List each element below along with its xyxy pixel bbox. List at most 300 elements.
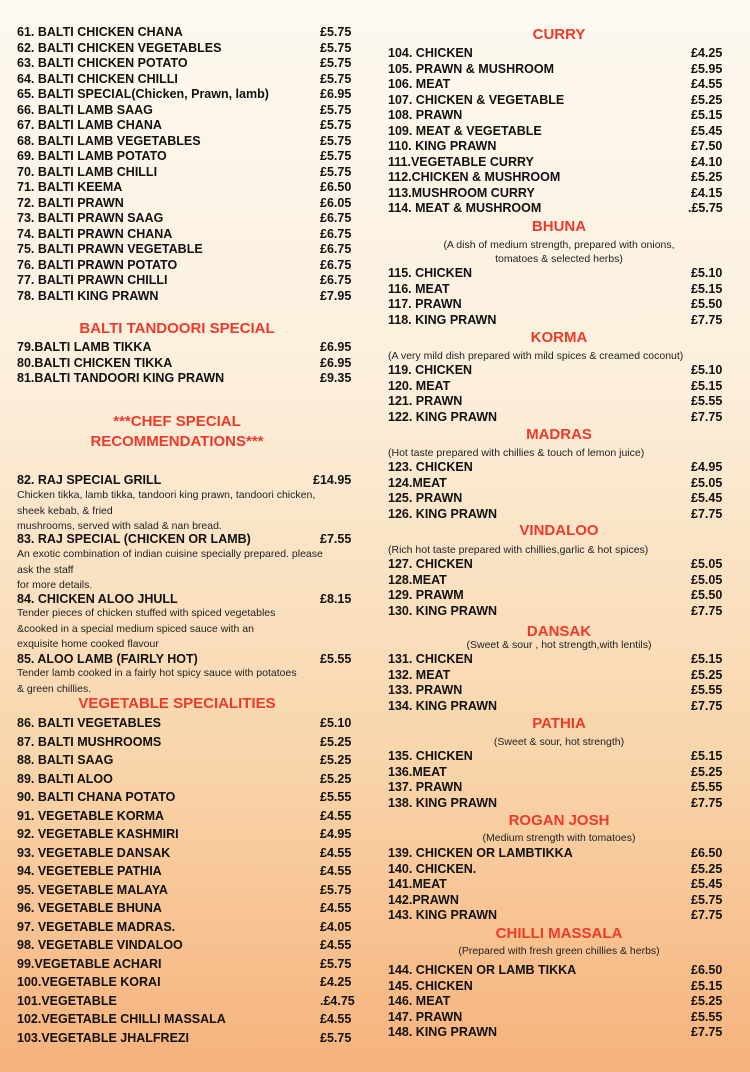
item-price: £5.45 [691, 877, 723, 891]
menu-item [388, 876, 730, 892]
section-heading-chilli-massala: CHILLI MASSALA [495, 925, 623, 942]
item-name: 65. BALTI SPECIAL(Chicken, Prawn, lamb) [17, 87, 269, 101]
menu-item [17, 117, 357, 133]
item-price: .£5.75 [688, 201, 723, 215]
item-name: 104. CHICKEN [388, 46, 473, 60]
item-price: £5.25 [691, 764, 723, 779]
menu-item [388, 92, 730, 108]
item-name: 119. CHICKEN [388, 363, 473, 377]
section-heading-curry: CURRY [532, 26, 586, 43]
item-name: 66. BALTI LAMB SAAG [17, 102, 153, 117]
menu-item [388, 795, 730, 811]
item-name: 95. VEGETABLE MALAYA [17, 882, 168, 897]
menu-item [17, 771, 357, 787]
menu-item [17, 86, 357, 102]
item-name: 85. ALOO LAMB (FAIRLY HOT) [17, 652, 198, 666]
description-line: An exotic combination of indian cuisine specially prepared. please [17, 548, 323, 560]
item-price: £4.55 [320, 845, 352, 860]
item-name: 80.BALTI CHICKEN TIKKA [17, 355, 173, 370]
menu-item [17, 882, 357, 898]
section-heading-vegetable-specialities: VEGETABLE SPECIALITIES [78, 695, 276, 712]
section-heading-bhuna: BHUNA [531, 218, 587, 235]
item-name: 107. CHICKEN & VEGETABLE [388, 92, 565, 107]
item-name: 108. PRAWN [388, 108, 463, 122]
item-price: £5.75 [320, 149, 352, 163]
menu-item [388, 123, 730, 139]
item-name: 125. PRAWN [388, 491, 463, 505]
item-price: £4.05 [320, 919, 352, 934]
item-name: 128.MEAT [388, 572, 447, 587]
description-line: mushrooms, served with salad & nan bread. [17, 520, 222, 532]
item-name: 101.VEGETABLE [17, 993, 117, 1008]
item-price: £6.75 [320, 273, 352, 287]
item-price: £5.25 [320, 753, 352, 767]
description-line: Chicken tikka, lamb tikka, tandoori king prawn, tandoori chicken, [17, 489, 316, 501]
item-price: £5.55 [320, 790, 352, 804]
item-name: 144. CHICKEN OR LAMB TIKKA [388, 963, 577, 977]
menu-item [17, 974, 357, 990]
menu-item [17, 257, 357, 273]
item-name: 98. VEGETABLE VINDALOO [17, 938, 183, 952]
description-line: ask the staff [17, 563, 74, 576]
item-price: £6.50 [691, 963, 723, 977]
item-price: £5.55 [691, 683, 723, 697]
menu-item [388, 779, 730, 795]
item-price: £5.55 [691, 1009, 723, 1024]
item-price: £5.75 [320, 40, 352, 55]
item-price: £7.75 [691, 312, 723, 327]
item-name: 136.MEAT [388, 764, 447, 779]
item-price: £6.75 [320, 211, 352, 225]
item-name: 116. MEAT [388, 281, 450, 296]
menu-item [388, 651, 730, 667]
item-name: 110. KING PRAWN [388, 139, 497, 153]
menu-item [388, 907, 730, 923]
menu-item [17, 956, 357, 972]
menu-item [17, 272, 357, 288]
item-name: 106. MEAT [388, 77, 451, 91]
item-price: £5.05 [691, 475, 723, 490]
item-name: 111.VEGETABLE CURRY [388, 154, 534, 169]
item-name: 121. PRAWN [388, 394, 463, 408]
menu-item [388, 587, 730, 603]
item-price: £6.50 [691, 846, 723, 860]
item-price: £8.15 [320, 592, 352, 606]
item-name: 79.BALTI LAMB TIKKA [17, 340, 152, 354]
item-name: 68. BALTI LAMB VEGETABLES [17, 133, 201, 148]
item-name: 148. KING PRAWN [388, 1025, 498, 1039]
item-name: 69. BALTI LAMB POTATO [17, 149, 167, 163]
menu-item [17, 288, 357, 304]
item-name: 140. CHICKEN. [388, 861, 477, 876]
item-price: £14.95 [313, 473, 352, 487]
item-price: £4.55 [320, 808, 352, 823]
item-price: £5.50 [691, 297, 723, 311]
section-note: (Prepared with fresh green chillies & herbs) [458, 945, 660, 957]
item-name: 88. BALTI SAAG [17, 753, 114, 767]
item-name: 130. KING PRAWN [388, 603, 498, 618]
menu-item [388, 978, 730, 994]
item-price: £5.55 [691, 780, 723, 794]
item-price: £5.75 [320, 164, 352, 179]
section-note: (A dish of medium strength, prepared with onions, [443, 239, 675, 251]
item-name: 91. VEGETABLE KORMA [17, 808, 165, 823]
menu-item [388, 362, 730, 378]
menu-item [388, 490, 730, 506]
item-price: £6.50 [320, 180, 352, 194]
item-price: £5.10 [691, 266, 723, 280]
menu-item [17, 55, 357, 71]
item-price: £5.75 [320, 133, 352, 148]
menu-item [388, 409, 730, 425]
item-price: £4.55 [320, 864, 352, 878]
item-price: £4.55 [320, 938, 352, 952]
menu-item [17, 993, 357, 1009]
item-name: 133. PRAWN [388, 683, 463, 697]
menu-item [17, 808, 357, 824]
item-name: 147. PRAWN [388, 1009, 463, 1024]
item-price: .£4.75 [320, 993, 355, 1008]
item-price: £4.55 [320, 901, 352, 915]
item-price: £5.15 [691, 281, 723, 296]
section-note: (Rich hot taste prepared with chillies,garlic & hot spices) [388, 544, 649, 556]
menu-item [17, 715, 357, 731]
item-name: 112.CHICKEN & MUSHROOM [388, 170, 561, 184]
item-price: £6.75 [320, 226, 352, 241]
section-note: (Hot taste prepared with chillies & touch of lemon juice) [388, 447, 645, 459]
menu-item [17, 900, 357, 916]
description-line: & green chillies. [17, 682, 92, 695]
menu-item [17, 339, 357, 355]
menu-item [17, 789, 357, 805]
item-price: £5.25 [691, 667, 723, 682]
item-name: 103.VEGETABLE JHALFREZI [17, 1030, 190, 1045]
item-name: 123. CHICKEN [388, 460, 473, 474]
item-price: £5.05 [691, 557, 723, 571]
item-name: 127. CHICKEN [388, 557, 473, 571]
item-name: 142.PRAWN [388, 892, 459, 907]
item-price: £5.25 [320, 734, 352, 749]
section-heading-madras: MADRAS [526, 426, 592, 443]
item-price: £6.95 [320, 355, 352, 370]
item-price: £5.25 [320, 771, 352, 786]
item-name: 90. BALTI CHANA POTATO [17, 790, 176, 804]
menu-item [388, 962, 730, 978]
menu-item [17, 863, 357, 879]
item-price: £5.10 [320, 716, 352, 730]
menu-item [17, 845, 357, 861]
item-price: £5.15 [691, 978, 723, 993]
section-note: (A very mild dish prepared with mild spices & creamed coconut) [388, 350, 684, 362]
item-price: £5.75 [691, 892, 723, 907]
item-price: £5.95 [691, 61, 723, 76]
item-price: £7.75 [691, 603, 723, 618]
menu-item [17, 826, 357, 842]
menu-item [388, 265, 730, 281]
item-price: £5.25 [691, 861, 723, 876]
menu-item [388, 1009, 730, 1025]
item-price: £5.75 [320, 882, 352, 897]
item-price: £6.75 [320, 257, 352, 272]
item-price: £4.25 [691, 46, 723, 60]
menu-item [17, 40, 357, 56]
item-name: 131. CHICKEN [388, 652, 473, 666]
menu-item [388, 572, 730, 588]
item-name: 126. KING PRAWN [388, 506, 498, 521]
item-price: £5.25 [691, 994, 723, 1008]
item-name: 86. BALTI VEGETABLES [17, 716, 162, 730]
item-price: £5.75 [320, 118, 352, 132]
item-price: £5.15 [691, 108, 723, 122]
item-name: 122. KING PRAWN [388, 409, 498, 424]
item-name: 118. KING PRAWN [388, 312, 497, 327]
item-price: £7.55 [320, 532, 352, 546]
item-name: 117. PRAWN [388, 297, 462, 311]
item-price: £4.15 [691, 185, 723, 200]
menu-item [17, 71, 357, 87]
item-price: £6.05 [320, 195, 352, 210]
item-price: £4.10 [691, 154, 723, 169]
menu-item [388, 281, 730, 297]
menu-item [388, 138, 730, 154]
description-line: Tender pieces of chicken stuffed with spiced vegetables [17, 607, 276, 619]
item-name: 73. BALTI PRAWN SAAG [17, 211, 164, 225]
item-name: 74. BALTI PRAWN CHANA [17, 226, 173, 241]
menu-item [388, 107, 730, 123]
menu-item [388, 154, 730, 170]
item-price: £5.75 [320, 56, 352, 70]
item-name: 67. BALTI LAMB CHANA [17, 118, 162, 132]
description-line: exquisite home cooked flavour [17, 638, 159, 650]
item-name: 137. PRAWN [388, 780, 463, 794]
item-name: 99.VEGETABLE ACHARI [17, 956, 162, 971]
item-name: 64. BALTI CHICKEN CHILLI [17, 71, 178, 86]
menu-item [17, 241, 357, 257]
item-name: 145. CHICKEN [388, 978, 473, 993]
menu-item [17, 179, 357, 195]
item-price: £5.15 [691, 652, 723, 666]
section-heading-chef-special: ***CHEF SPECIAL [113, 413, 241, 430]
menu-item [388, 61, 730, 77]
item-price: £6.75 [320, 242, 352, 256]
menu-item [17, 591, 357, 607]
item-name: 78. BALTI KING PRAWN [17, 288, 159, 303]
section-note: tomatoes & selected herbs) [495, 253, 623, 265]
item-name: 120. MEAT [388, 378, 451, 393]
menu-item [388, 45, 730, 61]
item-name: 63. BALTI CHICKEN POTATO [17, 56, 188, 70]
section-heading-vindaloo: VINDALOO [519, 522, 599, 539]
menu-item [17, 734, 357, 750]
section-heading-rogan-josh: ROGAN JOSH [508, 812, 610, 829]
menu-item [17, 148, 357, 164]
menu-item [17, 370, 357, 386]
item-name: 87. BALTI MUSHROOMS [17, 734, 162, 749]
item-name: 77. BALTI PRAWN CHILLI [17, 273, 168, 287]
item-price: £5.55 [691, 394, 723, 408]
item-price: £7.75 [691, 506, 723, 521]
item-price: £5.15 [691, 749, 723, 763]
menu-item [17, 651, 357, 667]
menu-item [388, 603, 730, 619]
menu-item [17, 752, 357, 768]
item-description [17, 606, 357, 653]
item-price: £4.95 [691, 460, 723, 474]
menu-item [17, 102, 357, 118]
item-description [17, 547, 357, 594]
description-line: Tender lamb cooked in a fairly hot spicy sauce with potatoes [17, 667, 297, 679]
item-name: 138. KING PRAWN [388, 795, 498, 810]
menu-item [388, 459, 730, 475]
menu-item [388, 200, 730, 216]
item-price: £6.95 [320, 340, 352, 354]
item-name: 141.MEAT [388, 877, 447, 891]
item-description [17, 488, 357, 535]
item-price: £5.10 [691, 363, 723, 377]
menu-item [388, 378, 730, 394]
item-price: £5.25 [691, 92, 723, 107]
item-name: 102.VEGETABLE CHILLI MASSALA [17, 1012, 226, 1026]
item-name: 143. KING PRAWN [388, 908, 498, 922]
section-heading-chef-recommendations: RECOMMENDATIONS*** [90, 433, 264, 450]
menu-item [17, 919, 357, 935]
item-price: £5.75 [320, 25, 352, 39]
item-name: 75. BALTI PRAWN VEGETABLE [17, 242, 203, 256]
menu-item [388, 475, 730, 491]
item-name: 134. KING PRAWN [388, 698, 498, 713]
item-price: £5.55 [320, 652, 352, 666]
menu-item [17, 210, 357, 226]
item-name: 92. VEGETABLE KASHMIRI [17, 827, 179, 841]
menu-item [388, 185, 730, 201]
menu-item [388, 556, 730, 572]
item-price: £5.75 [320, 956, 352, 971]
item-price: £7.75 [691, 1025, 723, 1039]
item-name: 76. BALTI PRAWN POTATO [17, 257, 178, 272]
menu-item [17, 164, 357, 180]
item-name: 135. CHICKEN [388, 749, 473, 763]
menu-item [388, 764, 730, 780]
menu-item [388, 861, 730, 877]
item-price: £7.75 [691, 908, 723, 922]
item-name: 97. VEGETABLE MADRAS. [17, 919, 176, 934]
item-price: £4.95 [320, 827, 352, 841]
menu-item [17, 24, 357, 40]
item-price: £5.45 [691, 123, 723, 138]
section-note: (Medium strength with tomatoes) [482, 832, 636, 844]
item-name: 71. BALTI KEEMA [17, 180, 123, 194]
item-name: 82. RAJ SPECIAL GRILL [17, 473, 162, 487]
menu-item [17, 133, 357, 149]
item-price: £4.55 [691, 77, 723, 91]
menu-item [17, 937, 357, 953]
item-price: £7.50 [691, 139, 723, 153]
item-name: 105. PRAWN & MUSHROOM [388, 61, 554, 76]
menu-item [388, 296, 730, 312]
item-name: 81.BALTI TANDOORI KING PRAWN [17, 371, 225, 385]
item-name: 61. BALTI CHICKEN CHANA [17, 25, 183, 39]
menu-item [388, 845, 730, 861]
item-name: 109. MEAT & VEGETABLE [388, 123, 542, 138]
section-heading-pathia: PATHIA [532, 715, 586, 732]
menu-item [17, 195, 357, 211]
item-name: 62. BALTI CHICKEN VEGETABLES [17, 40, 222, 55]
item-price: £7.75 [691, 698, 723, 713]
item-description [17, 666, 357, 697]
item-name: 94. VEGETEBLE PATHIA [17, 864, 162, 878]
menu-item [388, 169, 730, 185]
section-heading-korma: KORMA [530, 329, 588, 346]
section-heading-balti-tandoori: BALTI TANDOORI SPECIAL [79, 320, 275, 337]
menu-item [17, 226, 357, 242]
menu-item [388, 993, 730, 1009]
item-price: £5.25 [691, 170, 723, 184]
item-price: £5.75 [320, 102, 352, 117]
item-price: £4.55 [320, 1012, 352, 1026]
item-name: 132. MEAT [388, 667, 451, 682]
menu-item [388, 312, 730, 328]
item-name: 115. CHICKEN [388, 266, 473, 280]
description-line: sheek kebab, & fried [17, 504, 113, 517]
item-price: £6.95 [320, 87, 352, 101]
item-price: £4.25 [320, 975, 352, 989]
description-line: for more details. [17, 579, 93, 591]
item-name: 124.MEAT [388, 475, 447, 490]
menu-item [388, 506, 730, 522]
item-price: £5.05 [691, 572, 723, 587]
item-name: 96. VEGETABLE BHUNA [17, 901, 162, 915]
item-name: 100.VEGETABLE KORAI [17, 975, 161, 989]
item-price: £5.50 [691, 588, 723, 602]
item-name: 70. BALTI LAMB CHILLI [17, 164, 158, 179]
menu-item [17, 472, 357, 488]
description-line: &cooked in a special medium spiced sauce with an [17, 622, 254, 635]
item-name: 146. MEAT [388, 994, 451, 1008]
item-name: 139. CHICKEN OR LAMBTIKKA [388, 846, 573, 860]
item-price: £7.95 [320, 288, 352, 303]
menu-item [388, 667, 730, 683]
item-price: £5.75 [320, 71, 352, 86]
item-price: £5.45 [691, 491, 723, 505]
menu-item [388, 393, 730, 409]
item-name: 114. MEAT & MUSHROOM [388, 201, 542, 215]
item-name: 83. RAJ SPECIAL (CHICKEN OR LAMB) [17, 532, 251, 546]
item-name: 113.MUSHROOM CURRY [388, 185, 535, 200]
menu-item [17, 355, 357, 371]
menu-item [17, 1011, 357, 1027]
section-note: (Sweet & sour , hot strength,with lentils) [466, 639, 652, 651]
item-price: £5.75 [320, 1030, 352, 1045]
item-name: 72. BALTI PRAWN [17, 195, 124, 210]
item-name: 89. BALTI ALOO [17, 771, 113, 786]
menu-item [388, 748, 730, 764]
menu-item [17, 531, 357, 547]
item-price: £9.35 [320, 371, 352, 385]
menu-item [388, 1024, 730, 1040]
section-heading-dansak: DANSAK [526, 623, 592, 640]
item-name: 84. CHICKEN ALOO JHULL [17, 592, 178, 606]
menu-item [17, 1030, 357, 1046]
item-name: 129. PRAWM [388, 588, 464, 602]
section-note: (Sweet & sour, hot strength) [493, 736, 625, 748]
item-price: £7.75 [691, 409, 723, 424]
menu-item [388, 892, 730, 908]
item-name: 93. VEGETABLE DANSAK [17, 845, 171, 860]
item-price: £5.15 [691, 378, 723, 393]
menu-item [388, 682, 730, 698]
item-price: £7.75 [691, 795, 723, 810]
menu-item [388, 76, 730, 92]
